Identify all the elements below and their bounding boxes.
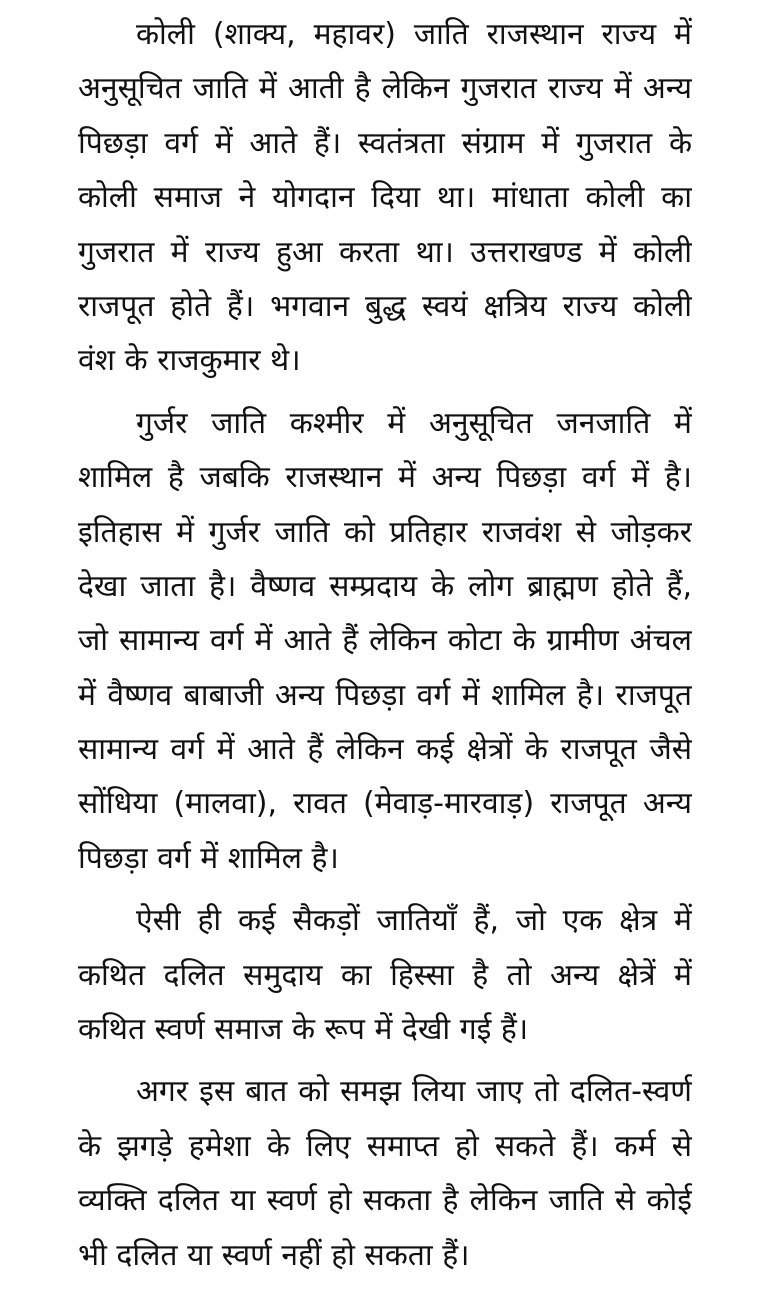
text-line: पिछड़ा वर्ग में शामिल है।: [78, 840, 339, 876]
text-line: देखा जाता है। वैष्णव सम्प्रदाय के लोग ब्राह्मण होते हैं,: [78, 568, 692, 604]
text-line: कोली समाज ने योगदान दिया था। मांधाता कोली का: [78, 180, 692, 216]
text-line: राजपूत होते हैं। भगवान बुद्ध स्वयं क्षत्रिय राज्य कोली: [78, 288, 692, 324]
text-line: सामान्य वर्ग में आते हैं लेकिन कई क्षेत्रों के राजपूत जैसे: [78, 732, 692, 768]
text-line: कथित दलित समुदाय का हिस्सा है तो अन्य क्षेत्रें में: [78, 957, 692, 993]
text-line: के झगड़े हमेशा के लिए समाप्त हो सकते हैं। कर्म से: [78, 1128, 692, 1164]
text-line: वंश के राजकुमार थे।: [78, 343, 301, 379]
text-line: ऐसी ही कई सैकड़ों जातियाँ हैं, जो एक क्षेत्र में: [136, 903, 692, 939]
text-line: जो सामान्य वर्ग में आते हैं लेकिन कोटा के ग्रामीण अंचल: [78, 623, 692, 659]
text-line: भी दलित या स्वर्ण नहीं हो सकता हैं।: [78, 1237, 470, 1273]
text-line: पिछड़ा वर्ग में आते हैं। स्वतंत्रता संग्राम में गुजरात के: [78, 125, 692, 161]
paragraph-jatiyan: [78, 894, 692, 1057]
text-line: व्यक्ति दलित या स्वर्ण हो सकता है लेकिन जाति से कोई: [78, 1183, 692, 1219]
paragraph-koli: [78, 8, 692, 389]
text-line: गुर्जर जाति कश्मीर में अनुसूचित जनजाति में: [136, 405, 692, 441]
text-line: सोंधिया (मालवा), रावत (मेवाड़-मारवाड़) राजपूत अन्य: [78, 786, 692, 822]
text-line: गुजरात में राज्य हुआ करता था। उत्तराखण्ड में कोली: [78, 234, 692, 270]
text-line: कथित स्वर्ण समाज के रूप में देखी गई हैं।: [78, 1012, 529, 1048]
text-line: अगर इस बात को समझ लिया जाए तो दलित-स्वर्ण: [136, 1074, 692, 1110]
text-line: अनुसूचित जाति में आती है लेकिन गुजरात राज्य में अन्य: [78, 71, 692, 107]
text-line: शामिल है जबकि राजस्थान में अन्य पिछड़ा वर्ग में है।: [78, 460, 692, 496]
text-line: इतिहास में गुर्जर जाति को प्रतिहार राजवंश से जोड़कर: [78, 514, 692, 550]
document-page: [78, 8, 692, 1291]
paragraph-gurjar: [78, 397, 692, 887]
paragraph-conclusion: [78, 1065, 692, 1283]
text-line: कोली (शाक्य, महावर) जाति राजस्थान राज्य में: [136, 17, 692, 52]
text-line: में वैष्णव बाबाजी अन्य पिछड़ा वर्ग में शामिल है। राजपूत: [78, 677, 692, 713]
